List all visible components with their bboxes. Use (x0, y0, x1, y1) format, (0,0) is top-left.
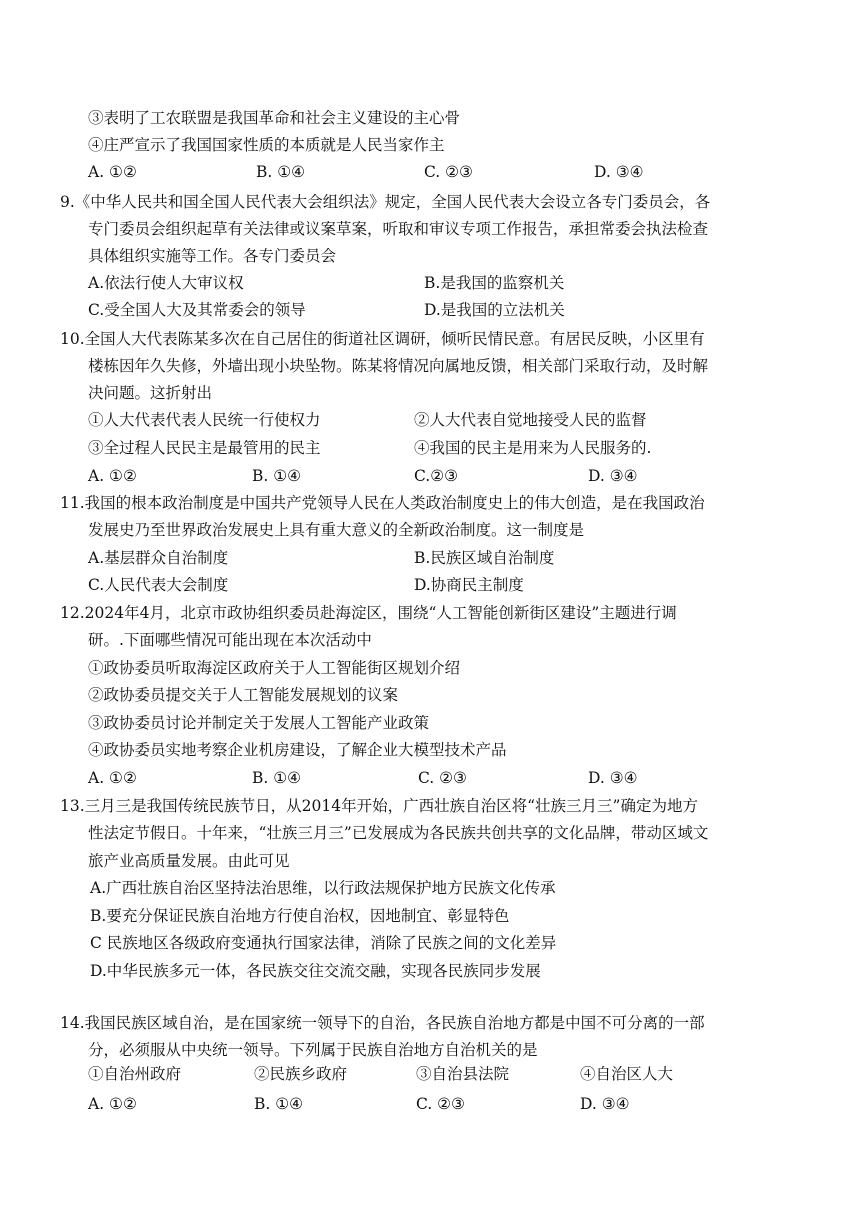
q12-stem-line-2: 研。.下面哪些情况可能出现在本次活动中 (88, 631, 372, 649)
q14-option-a: A. ①② (88, 1095, 137, 1113)
q13-option-a: A.广西壮族自治区坚持法治思维，以行政法规保护地方民族文化传承 (90, 879, 556, 897)
q14-statement-2: ②民族乡政府 (254, 1065, 348, 1083)
q9-options-row-1 (88, 273, 788, 293)
q10-statement-3: ③全过程人民民主是最管用的民主 (88, 439, 321, 457)
q12-statement-4: ④政协委员实地考察企业机房建设，了解企业大模型技术产品 (88, 741, 507, 759)
q12-option-b: B. ①④ (252, 769, 302, 787)
q10-stem-line-3: 决问题。这折射出 (88, 384, 213, 402)
q9-stem-line-3: 具体组织实施等工作。各专门委员会 (88, 247, 337, 265)
q14-options (88, 1094, 788, 1114)
q9-option-b: B.是我国的监察机关 (424, 274, 565, 292)
q8-options (88, 162, 788, 182)
q14-statements (88, 1064, 788, 1084)
q10-option-b: B. ①④ (252, 467, 302, 485)
q11-option-a: A.基层群众自治制度 (88, 549, 229, 567)
q10-statement-2: ②人大代表自觉地接受人民的监督 (414, 411, 647, 429)
q14-stem-line-2: 分，必须服从中央统一领导。下列属于民族自治地方自治机关的是 (88, 1041, 538, 1059)
q9-option-d: D.是我国的立法机关 (424, 301, 565, 319)
q11-stem-line-1: 11.我国的根本政治制度是中国共产党领导人民在人类政治制度史上的伟大创造，是在我国政治 (60, 494, 705, 512)
q9-options-row-2 (88, 300, 788, 320)
q8-option-d: D. ③④ (594, 163, 644, 181)
q14-option-b: B. ①④ (254, 1095, 304, 1113)
q12-option-d: D. ③④ (588, 769, 638, 787)
q11-stem-line-2: 发展史乃至世界政治发展史上具有重大意义的全新政治制度。这一制度是 (88, 521, 585, 539)
q12-statement-1: ①政协委员听取海淀区政府关于人工智能街区规划介绍 (88, 659, 461, 677)
q11-option-b: B.民族区域自治制度 (414, 549, 555, 567)
q13-stem-line-1: 13.三月三是我国传统民族节日，从2014年开始，广西壮族自治区将“壮族三月三”确定为地方 (60, 797, 698, 815)
q11-options-row-2 (88, 575, 788, 595)
q10-statement-1: ①人大代表代表人民统一行使权力 (88, 411, 321, 429)
q12-options (88, 768, 788, 788)
q8-option-c: C. ②③ (424, 163, 473, 181)
q8-statement-3: ③表明了工农联盟是我国革命和社会主义建设的主心骨 (88, 109, 461, 127)
q10-statements-row-1 (88, 410, 788, 430)
q10-statement-4: ④我国的民主是用来为人民服务的. (414, 439, 652, 457)
q14-option-d: D. ③④ (580, 1095, 630, 1113)
q14-option-c: C. ②③ (416, 1095, 465, 1113)
q14-statement-4: ④自治区人大 (580, 1065, 674, 1083)
q13-option-d: D.中华民族多元一体，各民族交往交流交融，实现各民族同步发展 (90, 962, 541, 980)
q10-option-a: A. ①② (88, 467, 137, 485)
q12-option-c: C. ②③ (418, 769, 467, 787)
q12-stem-line-1: 12.2024年4月，北京市政协组织委员赴海淀区，围绕“人工智能创新街区建设”主题进行调 (60, 604, 677, 622)
q14-statement-3: ③自治县法院 (416, 1065, 510, 1083)
q13-option-b: B.要充分保证民族自治地方行使自治权，因地制宜、彰显特色 (90, 907, 510, 925)
q12-statement-3: ③政协委员讨论并制定关于发展人工智能产业政策 (88, 714, 430, 732)
q10-statements-row-2 (88, 438, 788, 458)
q11-option-d: D.协商民主制度 (414, 576, 524, 594)
q9-stem-line-2: 专门委员会组织起草有关法律或议案草案，听取和审议专项工作报告，承担常委会执法检查 (88, 220, 709, 238)
q14-statement-1: ①自治州政府 (88, 1065, 182, 1083)
q11-options-row-1 (88, 548, 788, 568)
q9-option-a: A.依法行使人大审议权 (88, 274, 244, 292)
q8-option-b: B. ①④ (256, 163, 306, 181)
q13-option-c: C 民族地区各级政府变通执行国家法律，消除了民族之间的文化差异 (90, 934, 557, 952)
q10-option-d: D. ③④ (588, 467, 638, 485)
q9-option-c: C.受全国人大及其常委会的领导 (88, 301, 306, 319)
q8-option-a: A. ①② (88, 163, 137, 181)
q8-statement-4: ④庄严宣示了我国国家性质的本质就是人民当家作主 (88, 136, 445, 154)
q10-option-c: C.②③ (414, 467, 459, 485)
q14-stem-line-1: 14.我国民族区域自治，是在国家统一领导下的自治，各民族自治地方都是中国不可分离的一部 (60, 1014, 705, 1032)
q12-option-a: A. ①② (88, 769, 137, 787)
q13-stem-line-3: 旅产业高质量发展。由此可见 (88, 852, 290, 870)
q12-statement-2: ②政协委员提交关于人工智能发展规划的议案 (88, 686, 399, 704)
q10-stem-line-2: 楼栋因年久失修，外墙出现小块坠物。陈某将情况向属地反馈，相关部门采取行动，及时解 (88, 357, 709, 375)
q10-options (88, 466, 788, 486)
q10-stem-line-1: 10.全国人大代表陈某多次在自己居住的街道社区调研，倾听民情民意。有居民反映，小区里有 (60, 330, 705, 348)
q11-option-c: C.人民代表大会制度 (88, 576, 229, 594)
q13-stem-line-2: 性法定节假日。十年来，“壮族三月三”已发展成为各民族共创共享的文化品牌，带动区域文 (88, 824, 709, 842)
q9-stem-line-1: 9.《中华人民共和国全国人民代表大会组织法》规定，全国人民代表大会设立各专门委员会，各 (60, 193, 711, 211)
